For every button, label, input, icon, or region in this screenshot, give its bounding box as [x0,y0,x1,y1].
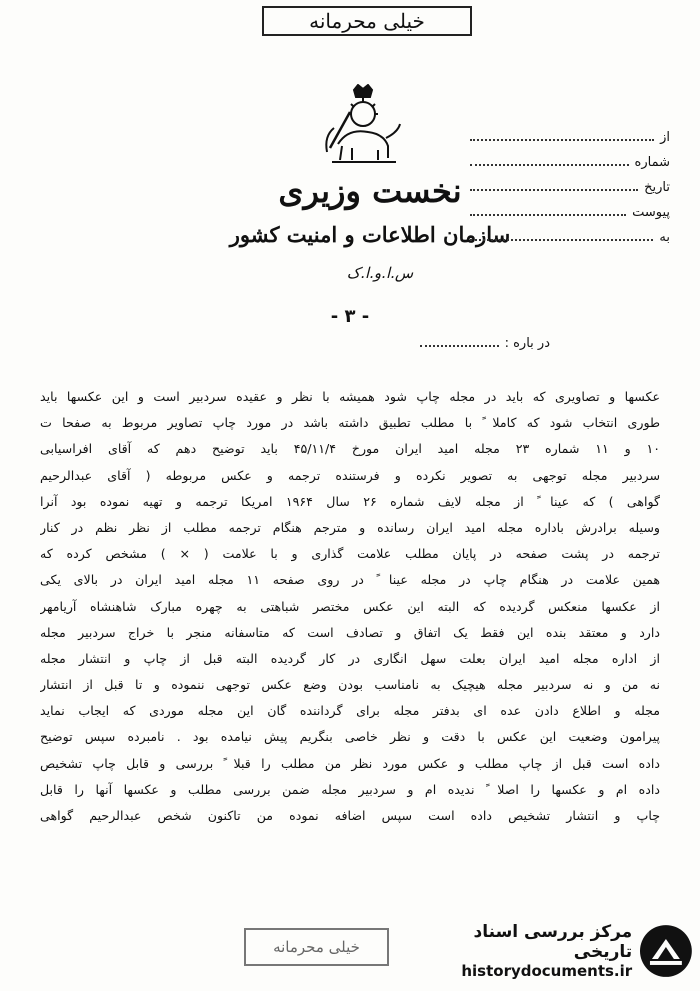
classification-text-top: خیلی محرمانه [309,9,425,33]
archive-watermark [410,918,694,984]
meta-label: شماره [634,155,670,170]
body-line: گواهی ) که عینا ً از مجله لایف شماره ۲۶ سال ۱۹۶۴ امریکا ترجمه و تهیه نموده بود آنرا [40,493,660,509]
classification-text-bottom: خیلی محرمانه [273,938,360,956]
dotted-line [470,139,654,141]
about-label: در باره : [504,336,550,351]
archive-logo-icon [638,923,694,979]
body-line: دارد و معتقد بنده این فقط یک اتفاق و تصادف است که متاسفانه منجر با خراج سردبیر مجله [40,624,660,640]
body-line: پیرامون وضعیت این عکس با دقت و نظر خاصی بنگریم پیش نیامده بود . نامبرده سپس توضیح [40,729,660,745]
about-field [420,336,550,351]
body-line: داده ام و عکسها را اصلا ً ندیده ام و سردبیر مجله ضمن بررسی مطلب و عکسها آنها را قابل [40,781,660,797]
classification-stamp-top [262,6,472,36]
document-body [40,384,660,829]
dotted-line [470,239,653,241]
body-line: طوری انتخاب شود که کاملا ً با مطلب تطبیق داشته باشد در مورد چاپ تصاویر مربوط به صفحا ت [40,415,660,431]
meta-label: تاریخ [644,180,670,195]
lion-and-sun-emblem [318,84,408,166]
dotted-line [470,164,629,166]
watermark-text [410,922,632,980]
watermark-name: مرکز بررسی اسناد تاریخی [473,922,633,962]
body-line: عکسها و تصاویری که باید در مجله چاپ شود همیشه با نظر و عقیده سردبیر است و این عکسها باید [40,389,660,404]
body-line: ترجمه در پشت صفحه در پایان مطلب علامت گذاری و با علامت ( × ) مشخص کرده که [40,546,660,562]
classification-stamp-bottom [244,928,389,966]
watermark-url: historydocuments.ir [461,962,633,980]
body-line: چاپ و انتشار تشخیص داده است سپس اضافه نموده من تاکنون شخص عبدالرحیم گواهی [40,808,660,823]
meta-label: به [659,230,670,245]
meta-field-number [470,145,670,170]
meta-field-attachment [470,195,670,220]
meta-label: از [660,130,670,145]
body-line: از اداره مجله امید ایران بعلت سهل انگاری در کار گردیده البته قبل از چاپ و انتشار مجله [40,650,660,666]
body-line: سردبیر مجله توجهی به تصویر نکرده و فرستنده ترجمه و عکس مربوطه ( آقای عبدالرحیم [40,467,660,483]
page-number: - ۳ - [330,306,370,327]
body-line: وسیله برادرش باداره مجله امید ایران رسانده و مترجم هنگام ترجمه مطلب از نظر نظم در کنار [40,519,660,535]
body-line: از عکسها منعکس گردیده که البته این عکس مختصر شباهتی به چهره مبارک شاهنشاه آریامهر [40,598,660,614]
body-line: داده است قبل از چاپ مطلب و عکس مورد نظر من مطلب را قبلا ً بررسی و قابل چاپ تشخیص [40,755,660,771]
org-subtitle: سازمان اطلاعات و امنیت کشور [229,222,511,247]
dotted-line [420,345,499,347]
body-line: همین علامت در هنگام چاپ در مجله عینا ً در روی صفحه ۱۱ مجله امید ایران در بالای یکی [40,572,660,588]
meta-field-from [470,120,670,145]
meta-field-date [470,170,670,195]
body-line: ۱۰ و ۱۱ شماره ۲۳ مجله امید ایران مورخ ۴۵/۱۱/۴ باید توضیح دهم که آقای افراسیابی [40,441,660,457]
dotted-line [470,189,638,191]
body-line: مجله و اطلاع دادن عده ای بدفتر مجله برای گرداننده گان این مجله موردی که ایجاب نماید [40,703,660,719]
dotted-line [470,214,626,216]
meta-field-to [470,220,670,245]
body-line: نه من و نه سردبیر مجله هیچیک به نامناسب بودن وضع عکس توجهی ننموده و تا قبل از انتشار [40,677,660,693]
org-title: نخست وزیری [278,172,462,210]
meta-label: پیوست [632,205,670,220]
meta-fields [470,120,670,245]
org-code: س.ا.و.ا.ک [346,264,414,282]
